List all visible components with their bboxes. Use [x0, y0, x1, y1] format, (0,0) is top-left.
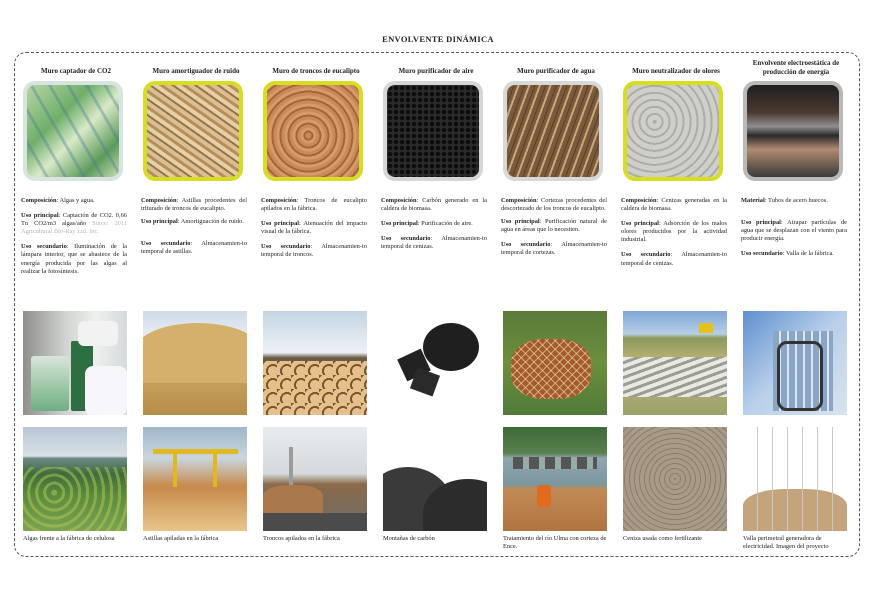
- column-title: Envolvente electroestática de producción de energía: [752, 59, 840, 76]
- column-description: Material: Tubos de acero huecos. Uso principal: Atrapar partículas de agua que se desplazan con el viento para producir energía. Uso secundario: Valla de la fábrica.: [741, 197, 847, 258]
- carbon-powder-photo: [383, 311, 487, 415]
- source-note: Surce: 2011 Agricultural Bio-Ray Ltd. Inc.: [21, 220, 127, 236]
- carbon-mounds-photo: [383, 427, 487, 531]
- column-description: Composición: Algas y agua. Uso principal: Captación de CO2. 0,66 Tn CO2/m3 algas/año Surce: 2011 Agricultural Bio-Ray Ltd. Inc. Uso secundario: Iluminación de la lámpara interior, que se abastece de la energía producida por las algas al realizar la fotosíntesis.: [21, 197, 127, 275]
- ash-texture-thumbnail: [623, 81, 723, 181]
- photo-caption: Troncos apilados en la fábrica: [263, 535, 340, 542]
- photo-caption: Tratamiento del río Ulma con corteza de Ence.: [503, 535, 607, 551]
- photo-caption: Ceniza usada como fertilizante: [623, 535, 702, 542]
- log-factory-photo: [263, 427, 367, 531]
- photo-caption: Astillas apiladas en la fábrica: [143, 535, 219, 542]
- column-description: Composición: Carbón generado en la caldera de biomasa. Uso principal: Purificación de aire. Uso secundario: Almacenamien-to temporal de cenizas.: [381, 197, 487, 251]
- chip-pile-photo: [143, 311, 247, 415]
- dashed-frame: [14, 52, 860, 557]
- column-description: Composición: Cenizas generadas en la caldera de biomasa. Uso principal: Adsorción de los malos olores producidos por la actividad industrial. Uso secundario: Almacenamien-to temporal de cenizas.: [621, 197, 727, 267]
- column-description: Composición: Cortezas procedentes del descortezado de los troncos de eucalipto. Uso principal: Purificación natural de agua en áreas que lo necesiten. Uso secundario: Almacenamien-to temporal de cortezas.: [501, 197, 607, 257]
- column-title: Muro de troncos de eucalipto: [272, 67, 360, 75]
- column-description: Composición: Troncos de eucalipto apilados en la fábrica. Uso principal: Atenuación del impacto visual de la fábrica. Uso secundario: Almacenamien-to temporal de troncos.: [261, 197, 367, 259]
- photo-caption: Valla perimetral generadora de electricidad. Imagen del proyecto: [743, 535, 829, 551]
- chip-factory-photo: [143, 427, 247, 531]
- bark-net-photo: [503, 311, 607, 415]
- column-title: Muro neutralizador de olores: [632, 67, 720, 75]
- ash-field-photo: [623, 311, 727, 415]
- column-title: Muro amortiguador de ruido: [152, 67, 240, 75]
- wood-chips-thumbnail: [143, 81, 243, 181]
- river-bark-photo: [503, 427, 607, 531]
- log-pile-photo: [263, 311, 367, 415]
- ash-fertilizer-photo: [623, 427, 727, 531]
- honeycomb-carbon-thumbnail: [383, 81, 483, 181]
- column-title: Muro captador de CO2: [41, 67, 111, 75]
- fence-project-photo: [743, 427, 847, 531]
- bark-fibers-thumbnail: [503, 81, 603, 181]
- column-title: Muro purificador de aire: [398, 67, 474, 75]
- algae-shore-photo: [23, 427, 127, 531]
- photo-caption: Algas frente a la fábrica de celulosa: [23, 535, 115, 542]
- tree-rings-thumbnail: [263, 81, 363, 181]
- photo-caption: Montañas de carbón: [383, 535, 435, 542]
- steel-tubes-thumbnail: [743, 81, 843, 181]
- page-title: ENVOLVENTE DINÁMICA: [382, 34, 494, 44]
- algae-cells-thumbnail: [23, 81, 123, 181]
- column-description: Composición: Astillas procedentes del triturado de troncos de eucalipto. Uso principal: Amortiguación de ruido. Uso secundario: Almacenamien-to temporal de astillas.: [141, 197, 247, 256]
- glass-building-photo: [743, 311, 847, 415]
- column-title: Muro purificador de agua: [517, 67, 595, 75]
- lab-algae-photo: [23, 311, 127, 415]
